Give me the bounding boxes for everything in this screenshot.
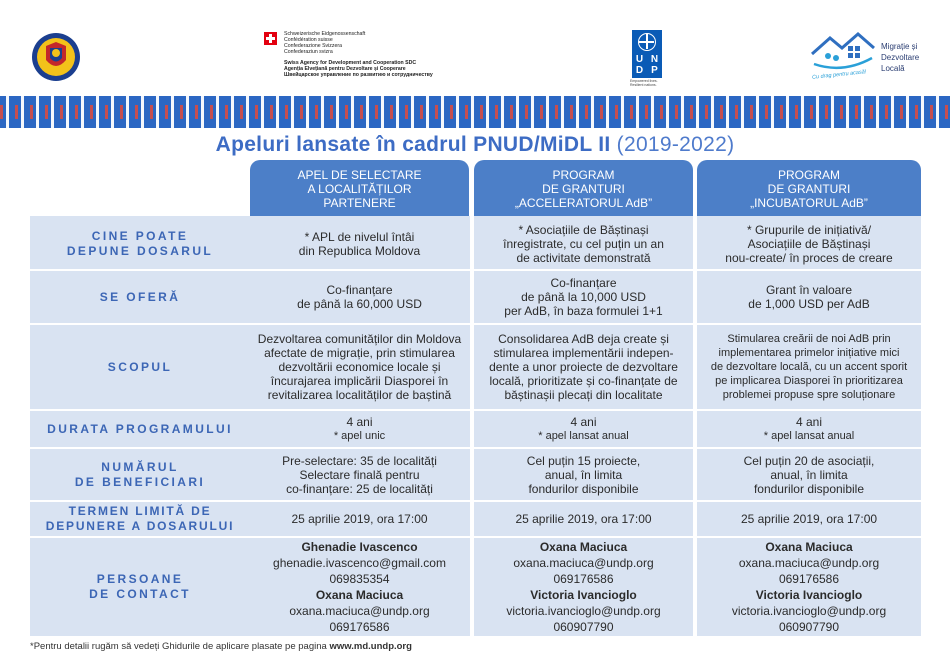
midl-slogan: Cu drag pentru acasă! (811, 69, 867, 81)
cell-line: Pre-selectare: 35 de localități (282, 453, 437, 468)
midl-text-line: Migrație și (881, 42, 918, 51)
undp-letter: U (635, 54, 644, 65)
midl-text-line: Locală (881, 64, 905, 73)
folk-ornament-band (0, 92, 950, 132)
title-main: Apeluri lansate în cadrul PNUD/MiDL II (215, 133, 611, 156)
cell-line: încurajarea implicării Diasporei în (270, 374, 449, 388)
table-cell (474, 271, 693, 323)
cell-line: Co-finanțare (550, 276, 617, 290)
contact-name: Oxana Maciuca (539, 540, 628, 554)
table-cell (250, 411, 469, 447)
page-title (0, 133, 950, 157)
row-label-beneficiaries (30, 449, 250, 500)
contact-phone: 069835354 (329, 572, 390, 586)
undp-letter: N (650, 54, 659, 65)
cell-line: fondurilor disponibile (753, 481, 865, 496)
column-divider (693, 216, 697, 636)
row-label-line: DEPUNE DOSARUL (66, 243, 214, 258)
cell-line: dezvoltării economice locale și (278, 360, 441, 374)
header-line: APEL DE SELECTARE (297, 168, 422, 182)
header-line: „INCUBATORUL AdB” (750, 196, 868, 210)
swiss-agency-line: Swiss Agency for Development and Cooperation SDC (284, 60, 417, 66)
swiss-flag-icon (264, 32, 277, 45)
cell-line: fondurilor disponibile (528, 481, 639, 496)
footnote-link[interactable]: www.md.undp.org (329, 641, 412, 652)
cell-line: nou-create/ în proces de creare (725, 250, 893, 265)
cell-line: de până la 10,000 USD (521, 290, 646, 304)
row-label-duration (30, 411, 250, 447)
cell-line: per AdB, în baza formulei 1+1 (504, 304, 663, 318)
cell-line: Cel puțin 15 proiecte, (526, 453, 641, 468)
row-label-line: CINE POATE (91, 228, 189, 243)
header-line: A LOCALITĂȚILOR (307, 182, 412, 196)
row-label-line: SCOPUL (107, 359, 173, 374)
contact-phone: 069176586 (778, 572, 840, 586)
table-cell (697, 325, 921, 409)
table-cell (250, 449, 469, 500)
contact-phone: 069176586 (553, 572, 614, 586)
cell-line: * apel lansat anual (763, 430, 855, 442)
table-cell (474, 411, 693, 447)
row-divider (30, 323, 921, 325)
contact-cell (697, 538, 921, 636)
swiss-line: Confédération suisse (284, 37, 333, 43)
cell-line: înregistrate, cu cel puțin un an (503, 236, 664, 251)
table-cell (697, 411, 921, 447)
cell-line: anual, în limita (770, 467, 848, 482)
table-cell (250, 502, 469, 536)
cell-line: * apel unic (333, 430, 386, 442)
row-label-line: TERMEN LIMITĂ DE (68, 504, 212, 518)
contact-name: Victoria Ivancioglo (755, 588, 863, 602)
cell-line: 4 ani (346, 415, 373, 429)
row-label-offer (30, 271, 250, 323)
logo-strip (0, 0, 950, 92)
un-globe-icon (638, 33, 656, 51)
contact-email-link[interactable]: ghenadie.ivascenco@gmail.com (273, 556, 446, 570)
row-label-line: DE CONTACT (89, 587, 191, 601)
cell-line: locală, prioritizate și co-finanțate de (489, 374, 678, 388)
header-line: „ACCELERATORUL AdB” (514, 196, 653, 210)
contact-name: Ghenadie Ivascenco (301, 540, 418, 554)
cell-line: afectate de migrație, prin stimularea (264, 346, 455, 360)
contact-name: Oxana Maciuca (765, 540, 853, 554)
footnote (30, 641, 412, 653)
contact-name: Victoria Ivancioglo (530, 588, 637, 602)
cell-line: de până la 60,000 USD (297, 297, 422, 311)
cell-line: 25 aprilie 2019, ora 17:00 (740, 512, 878, 526)
cell-line: 25 aprilie 2019, ora 17:00 (291, 512, 428, 526)
column-header-selection (250, 160, 469, 216)
table-cell (474, 502, 693, 536)
cell-line: Dezvoltarea comunităților din Moldova (257, 332, 462, 346)
row-label-line: DE BENEFICIARI (74, 474, 206, 489)
swiss-agency-line: Agenția Elvețiană pentru Dezvoltare și Cooperare (284, 66, 406, 72)
row-divider (30, 269, 921, 271)
cell-line: revitalizarea localităților de baștină (267, 388, 452, 402)
header-line: DE GRANTURI (542, 182, 625, 196)
house-icon (808, 28, 878, 72)
cell-line: * APL de nivelul întâi (304, 229, 415, 244)
contact-email-link[interactable]: oxana.maciuca@undp.org (738, 556, 880, 570)
cell-line: co-finanțare: 25 de localități (286, 481, 433, 496)
row-label-line: SE OFERĂ (99, 289, 181, 304)
cell-line: Asociațiile de Băștinași (747, 236, 871, 251)
cell-line: 4 ani (795, 415, 823, 429)
cell-line: Selectare finală pentru (299, 467, 420, 482)
swiss-line: Schweizerische Eidgenossenschaft (284, 31, 366, 37)
cell-line: 4 ani (570, 415, 597, 429)
header-line: DE GRANTURI (767, 182, 851, 196)
contact-cell (474, 538, 693, 636)
cell-line: * apel lansat anual (538, 430, 629, 442)
table-cell (250, 271, 469, 323)
table-cell (697, 502, 921, 536)
moldova-coat-of-arms-logo (30, 30, 82, 84)
cell-line: de dezvoltare locală, cu un accent sporit (710, 361, 908, 373)
contact-email-link[interactable]: oxana.maciuca@undp.org (289, 604, 430, 618)
cell-line: problemei propuse spre soluționare (722, 389, 896, 401)
row-divider (30, 500, 921, 502)
table-cell (697, 218, 921, 269)
contact-phone: 069176586 (329, 620, 390, 634)
row-divider (30, 536, 921, 538)
table-cell (250, 218, 469, 269)
header-line: PROGRAM (552, 168, 615, 182)
swiss-line: Confederaziun svizra (284, 49, 333, 55)
title-years: (2019-2022) (616, 133, 735, 156)
table-cell (474, 449, 693, 500)
row-label-contacts (30, 538, 250, 636)
table-cell (474, 325, 693, 409)
row-label-line: PERSOANE (96, 572, 184, 586)
row-label-line: DURATA PROGRAMULUI (47, 421, 233, 436)
cell-line: 25 aprilie 2019, ora 17:00 (515, 512, 652, 526)
midl-logo (808, 28, 938, 88)
midl-text-line: Dezvoltare (881, 53, 920, 62)
contact-phone: 060907790 (778, 620, 840, 634)
contact-phone: 060907790 (553, 620, 614, 634)
row-label-line: NUMĂRUL (101, 459, 179, 474)
row-label-deadline (30, 502, 250, 536)
cell-line: stimularea implementării indepen- (493, 346, 674, 360)
cell-line: anual, în limita (544, 467, 623, 482)
row-divider (30, 447, 921, 449)
swiss-sdc-logo (262, 30, 477, 86)
cell-line: Consolidarea AdB deja create și (498, 332, 669, 346)
table-cell (697, 271, 921, 323)
table-cell (250, 325, 469, 409)
cell-line: dente a unor proiecte de dezvoltare (489, 360, 678, 374)
cell-line: din Republica Moldova (298, 243, 421, 258)
undp-logo (632, 30, 662, 86)
column-divider (470, 216, 474, 636)
cell-line: de activitate demonstrată (516, 250, 651, 265)
cell-line: Cel puțin 20 de asociații, (743, 453, 875, 468)
column-header-accelerator (474, 160, 693, 216)
cell-line: pe implicarea Diasporei în prioritizarea (715, 375, 903, 387)
row-label-purpose (30, 325, 250, 409)
cell-line: * Grupurile de inițiativă/ (746, 222, 872, 237)
undp-letter: P (651, 65, 658, 76)
row-label-who-can-apply (30, 218, 250, 269)
cell-line: de 1,000 USD per AdB (748, 297, 870, 311)
table-cell (474, 218, 693, 269)
contact-name: Oxana Maciuca (315, 588, 404, 602)
swiss-agency-line: Швейцарское управление по развитию и сотрудничеству (284, 72, 433, 78)
contact-email-link[interactable]: oxana.maciuca@undp.org (513, 556, 654, 570)
cell-line: Co-finanțare (326, 283, 393, 297)
cell-line: implementarea primelor inițiative mici (718, 347, 900, 359)
header-line: PARTENERE (323, 196, 396, 210)
header-line: PROGRAM (777, 168, 840, 182)
cell-line: * Asociațiile de Băștinași (518, 222, 649, 237)
swiss-line: Confederazione Svizzera (284, 43, 342, 49)
footnote-text: *Pentru detalii rugăm să vedeți Ghidurile de aplicare plasate pe pagina (30, 641, 330, 652)
row-divider (30, 409, 921, 411)
undp-tagline: Empowered lives. Resilient nations. (630, 79, 658, 87)
cell-line: Grant în valoare (765, 283, 853, 297)
table-cell (697, 449, 921, 500)
contact-cell (250, 538, 469, 636)
cell-line: băștinașii plecați din localitate (504, 388, 663, 402)
undp-letter: D (635, 65, 644, 76)
contact-email-link[interactable]: victoria.ivancioglo@undp.org (506, 604, 661, 618)
row-label-line: DEPUNERE A DOSARULUI (45, 519, 235, 533)
contact-email-link[interactable]: victoria.ivancioglo@undp.org (731, 604, 887, 618)
cell-line: Stimularea creării de noi AdB prin (727, 333, 891, 345)
column-header-incubator (697, 160, 921, 216)
